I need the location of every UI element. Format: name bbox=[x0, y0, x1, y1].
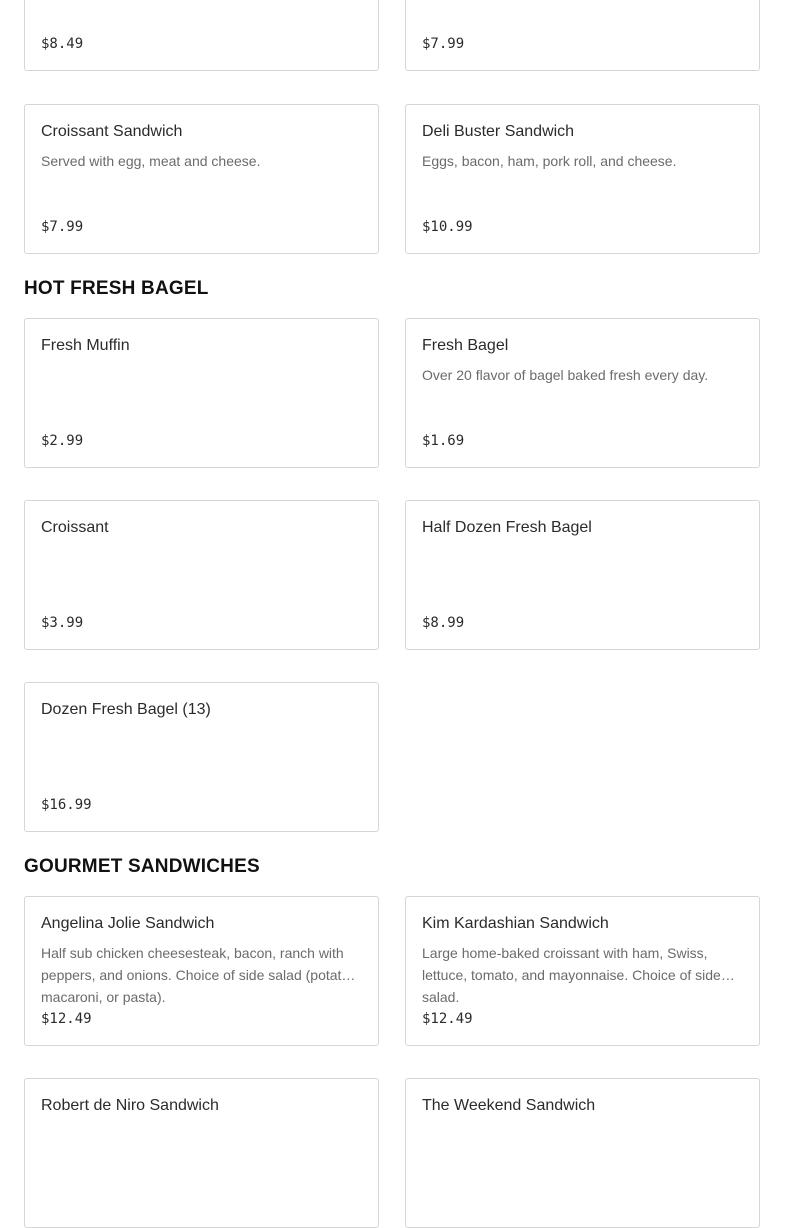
item-name: Deli Buster Sandwich bbox=[422, 123, 575, 140]
section-title: GOURMET SANDWICHES bbox=[24, 856, 260, 877]
menu-item-card[interactable] bbox=[405, 104, 760, 254]
item-price: $1.69 bbox=[422, 433, 465, 449]
item-price: $10.99 bbox=[422, 219, 473, 235]
item-name: Kim Kardashian Sandwich bbox=[422, 915, 609, 932]
item-name: Half Dozen Fresh Bagel bbox=[422, 519, 592, 536]
menu-item-card[interactable] bbox=[405, 500, 760, 650]
item-name: Fresh Muffin bbox=[41, 337, 130, 354]
menu-item-card[interactable] bbox=[24, 0, 379, 71]
item-name: Fresh Bagel bbox=[422, 337, 509, 354]
item-name: Robert de Niro Sandwich bbox=[41, 1097, 219, 1114]
item-description: Over 20 flavor of bagel baked fresh every day. bbox=[422, 367, 709, 383]
item-price: $12.49 bbox=[41, 1011, 92, 1027]
item-price: $8.99 bbox=[422, 615, 465, 631]
menu-item-card[interactable] bbox=[24, 318, 379, 468]
menu-item-card[interactable] bbox=[24, 500, 379, 650]
item-description: Large home-baked croissant with ham, Swiss, lettuce, tomato, and mayonnaise. Choice of side salad. bbox=[422, 945, 721, 1005]
item-name: Croissant Sandwich bbox=[41, 123, 183, 140]
item-price: $7.99 bbox=[41, 219, 84, 235]
menu-item-card[interactable] bbox=[405, 318, 760, 468]
item-description: Eggs, bacon, ham, pork roll, and cheese. bbox=[422, 153, 677, 169]
item-name: Croissant bbox=[41, 519, 109, 536]
item-description: Served with egg, meat and cheese. bbox=[41, 153, 261, 169]
item-price: $12.49 bbox=[422, 1011, 473, 1027]
menu-item-card[interactable] bbox=[405, 896, 760, 1046]
item-price: $7.99 bbox=[422, 36, 465, 52]
item-description: Half sub chicken cheesesteak, bacon, ranch with peppers, and onions. Choice of side salad (potato, macaroni, or pasta). bbox=[41, 945, 354, 1005]
menu-item-card[interactable] bbox=[405, 1078, 760, 1228]
menu-item-card[interactable] bbox=[405, 0, 760, 71]
item-name: The Weekend Sandwich bbox=[422, 1097, 596, 1114]
menu-item-card[interactable] bbox=[24, 104, 379, 254]
item-price: $3.99 bbox=[41, 615, 84, 631]
item-price: $8.49 bbox=[41, 36, 84, 52]
item-price: $16.99 bbox=[41, 797, 92, 813]
menu-item-card[interactable] bbox=[24, 896, 379, 1046]
item-name: Angelina Jolie Sandwich bbox=[41, 915, 215, 932]
item-price: $2.99 bbox=[41, 433, 84, 449]
item-name: Dozen Fresh Bagel (13) bbox=[41, 701, 211, 718]
section-title: HOT FRESH BAGEL bbox=[24, 278, 209, 299]
menu-item-card[interactable] bbox=[24, 682, 379, 832]
menu-item-card[interactable] bbox=[24, 1078, 379, 1228]
